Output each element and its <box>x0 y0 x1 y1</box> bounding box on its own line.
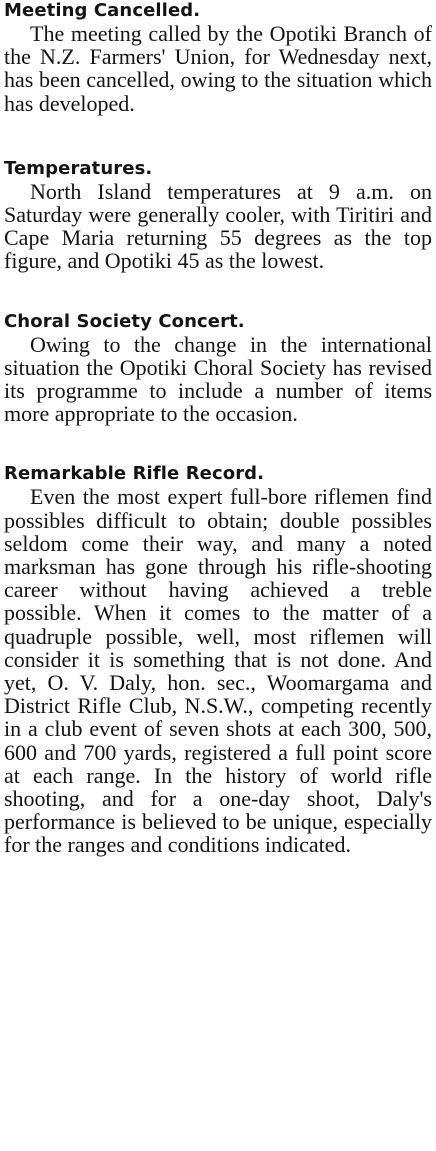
headline-meeting-cancelled: Meeting Cancelled. <box>4 0 201 21</box>
body-temperatures: North Island temperatures at 9 a.m. on Saturday were generally cooler, with Tiritiri and Cape Maria returning 55 degrees as the top figure, and Opotiki 45 as the lowest. <box>4 178 432 274</box>
body-choral-society-concert: Owing to the change in the international situation the Opotiki Choral Society has revised its programme to include a number of items more appropriate to the occasion. <box>4 331 432 427</box>
article-remarkable-rifle-record <box>4 463 432 856</box>
article-choral-society-concert <box>4 311 432 426</box>
headline-temperatures: Temperatures. <box>4 157 153 179</box>
body-remarkable-rifle-record: Even the most expert full-bore riflemen find possibles difficult to obtain; double possibles seldom come their way, and many a noted marksman has gone through his rifle-shooting career without having achieved a treble possible. When it comes to the matter of a quadruple possible, well, most riflemen will consider it is something that is not done. And yet, O. V. Daly, hon. sec., Woomargama and District Rifle Club, N.S.W., competing recently in a club event of seven shots at each 300, 500, 600 and 700 yards, registered a full point score at each range. In the history of world rifle shooting, and for a one-day shoot, Daly's performance is believed to be unique, especially for the ranges and conditions indicated. <box>4 484 432 858</box>
headline-remarkable-rifle-record: Remarkable Rifle Record. <box>4 463 265 485</box>
headline-choral-society-concert: Choral Society Concert. <box>4 310 245 332</box>
body-meeting-cancelled: The meeting called by the Opotiki Branch of the N.Z. Farmers' Union, for Wednesday next, has been cancelled, owing to the situation which has developed. <box>4 21 432 116</box>
article-temperatures <box>4 158 432 273</box>
article-meeting-cancelled <box>4 0 432 115</box>
